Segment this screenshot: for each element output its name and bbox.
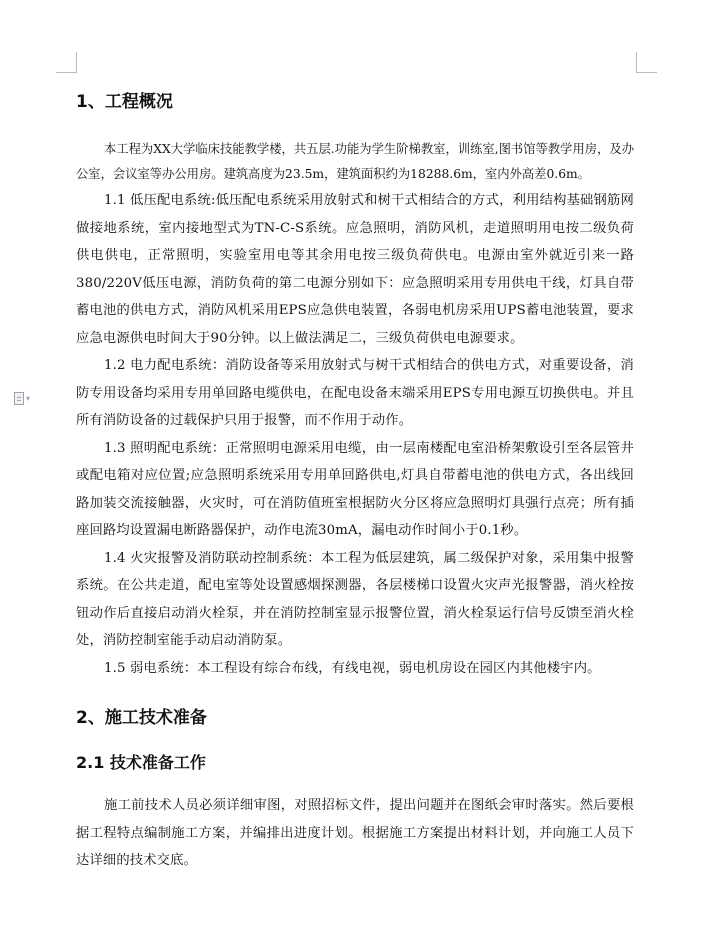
paragraph-1-1: 1.1 低压配电系统:低压配电系统采用放射式和树干式相结合的方式，利用结构基础钢筋网做接地系统，室内接地型式为TN-C-S系统。应急照明，消防风机，走道照明用电按二级负荷供电供电，正常照明，实验室用电等其余用电按三级负荷供电。电源由室外就近引来一路380/220V低压电源，消防负荷的第二电源分别如下：应急照明采用专用供电干线，灯具自带蓄电池的供电方式，消防风机采用EPS应急供电装置，各弱电机房采用UPS蓄电池装置，要求应急电源供电时间大于90分钟。以上做法满足二，三级负荷供电电源要求。 [76, 193, 634, 346]
chevron-down-icon: ▾ [26, 393, 31, 403]
paragraph-1-4: 1.4 火灾报警及消防联动控制系统：本工程为低层建筑，属二级保护对象，采用集中报警系统。在公共走道，配电室等处设置感烟探测器，各层楼梯口设置火灾声光报警器，消火栓按钮动作后直接启动消火栓泵，并在消防控制室显示报警位置，消火栓泵运行信号反馈至消火栓处，消防控制室能手动启动消防泵。 [76, 550, 634, 648]
project-intro-paragraph: 本工程为XX大学临床技能教学楼，共五层.功能为学生阶梯教室，训练室,图书馆等教学用房，及办公室，会议室等办公用房。建筑高度为23.5m，建筑面积约为18288.6m，室内外高差0.6m。 [76, 142, 634, 181]
document-body [76, 88, 634, 875]
subsection-2-1-heading: 2.1 技术准备工作 [76, 753, 206, 772]
section-2-heading: 2、施工技术准备 [76, 708, 207, 728]
paragraph-1-3: 1.3 照明配电系统：正常照明电源采用电缆，由一层南楼配电室沿桥架敷设引至各层管井或配电箱对应位置;应急照明系统采用专用单回路供电,灯具自带蓄电池的供电方式，各出线回路加装交流接触器，火灾时，可在消防值班室根据防火分区将应急照明灯具强行点亮；所有插座回路均设置漏电断路器保护，动作电流30mA，漏电动作时间小于0.1秒。 [76, 440, 634, 538]
paragraph-2-1: 施工前技术人员必须详细审图，对照招标文件，提出问题并在图纸会审时落实。然后要根据工程特点编制施工方案，并编排出进度计划。根据施工方案提出材料计划，并向施工人员下达详细的技术交底。 [76, 798, 634, 868]
page-corner-mark-top-left [56, 52, 77, 73]
paragraph-1-2: 1.2 电力配电系统：消防设备等采用放射式与树干式相结合的供电方式，对重要设备，消防专用设备均采用专用单回路电缆供电，在配电设备末端采用EPS专用电源互切换供电。并且所有消防设备的过载保护只用于报警，而不作用于动作。 [76, 358, 634, 428]
paragraph-1-5: 1.5 弱电系统：本工程设有综合布线，有线电视，弱电机房设在园区内其他楼宇内。 [104, 660, 601, 676]
section-1-heading: 1、工程概况 [76, 92, 173, 112]
paragraph-options-button[interactable] [14, 392, 30, 405]
page-corner-mark-top-right [636, 52, 657, 73]
document-icon [14, 392, 24, 405]
